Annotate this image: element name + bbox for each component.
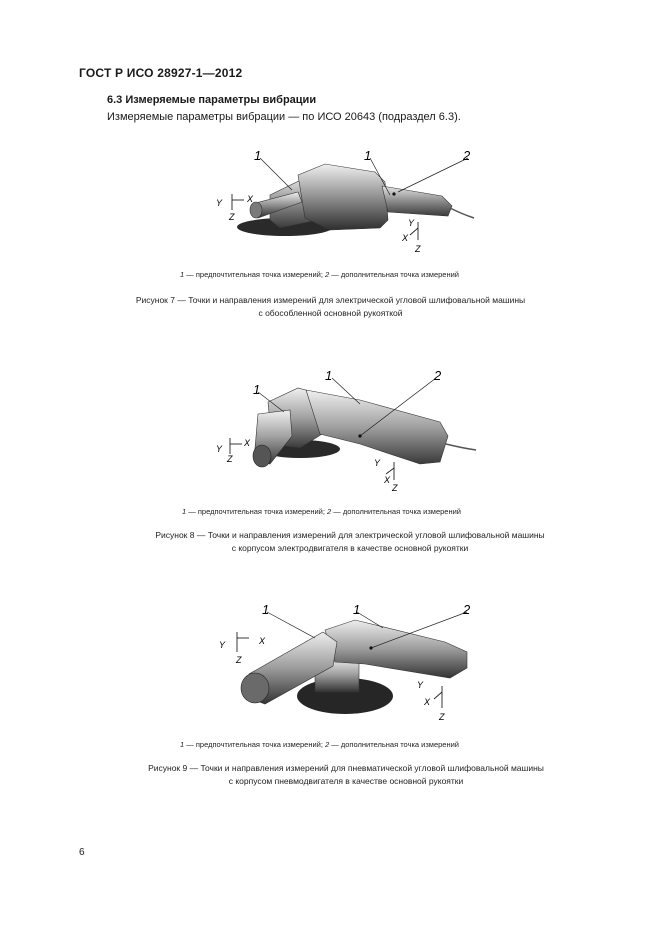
axis-triad-left (232, 194, 244, 210)
axis-triad-right (434, 686, 442, 708)
caption-line-2: с корпусом электродвигателя в качестве основной рукоятки (231, 543, 469, 553)
axis-label-x: X (384, 475, 391, 485)
axis-label-x: X (259, 636, 266, 646)
axis-label-y: Y (216, 198, 223, 208)
caption-line-1: Рисунок 9 — Точки и направления измерений для пневматической угловой шлифовальной машины (148, 763, 544, 773)
page-number: 6 (79, 847, 85, 858)
figure-7-legend: 1 — предпочтительная точка измерений; 2 — дополнительная точка измерений (180, 270, 459, 279)
figure-8-caption (0, 529, 661, 555)
axis-label-y: Y (408, 218, 415, 228)
callout-1-right: 1 (364, 148, 372, 163)
motor-housing (298, 164, 388, 230)
axis-triad-left (237, 632, 249, 652)
callout-1-left: 1 (254, 148, 262, 163)
axis-label-z: Z (392, 483, 398, 493)
caption-line-2: с обособленной основной рукояткой (258, 308, 403, 318)
section-text: Измеряемые параметры вибрации — по ИСО 20643 (подраздел 6.3). (107, 111, 461, 123)
axis-triad-left (230, 438, 242, 454)
caption-line-1: Рисунок 7 — Точки и направления измерений для электрической угловой шлифовальной машины (135, 295, 526, 305)
figure-7-drawing (210, 140, 490, 260)
figure-9-drawing (205, 596, 490, 726)
axis-label-x: X (247, 194, 254, 204)
axis-label-y: Y (216, 444, 223, 454)
document-header: ГОСТ Р ИСО 28927-1—2012 (79, 66, 243, 80)
callout-1-right: 1 (353, 602, 361, 617)
figure-7-caption (0, 294, 661, 320)
axis-label-z: Z (229, 212, 235, 222)
axis-label-x: X (402, 233, 409, 243)
callout-2: 2 (463, 148, 471, 163)
figure-8-drawing (210, 364, 490, 494)
caption-line-1: Рисунок 8 — Точки и направления измерений для электрической угловой шлифовальной машины (155, 530, 545, 540)
callout-1-left: 1 (262, 602, 270, 617)
callout-1-right: 1 (325, 368, 333, 383)
axis-label-z: Z (415, 244, 421, 254)
caption-line-2: с корпусом пневмодвигателя в качестве основной рукоятки (228, 776, 464, 786)
axis-label-y: Y (417, 680, 424, 690)
figure-8-legend: 1 — предпочтительная точка измерений; 2 — дополнительная точка измерений (182, 507, 461, 516)
axis-label-z: Z (236, 655, 242, 665)
callout-1-left: 1 (253, 382, 261, 397)
figure-9-caption (0, 762, 661, 788)
axis-label-x: X (424, 697, 431, 707)
rear-handle (382, 186, 452, 216)
axis-label-z: Z (439, 712, 445, 722)
axis-label-y: Y (219, 640, 226, 650)
callout-2: 2 (434, 368, 442, 383)
section-heading: 6.3 Измеряемые параметры вибрации (107, 94, 317, 106)
axis-label-y: Y (374, 458, 381, 468)
axis-label-z: Z (227, 454, 233, 464)
figure-9-legend: 1 — предпочтительная точка измерений; 2 — дополнительная точка измерений (180, 740, 459, 749)
axis-label-x: X (244, 438, 251, 448)
callout-2: 2 (463, 602, 471, 617)
